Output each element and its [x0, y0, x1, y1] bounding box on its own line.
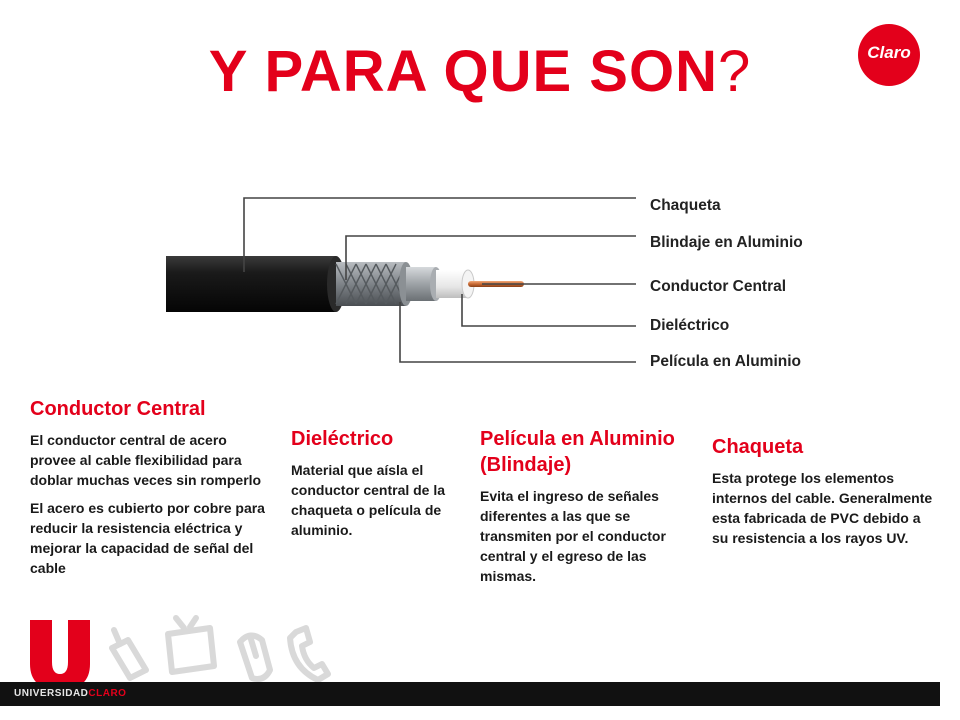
section-heading: Conductor Central — [30, 398, 206, 420]
title-question-mark: ? — [717, 39, 752, 104]
section-heading: Película en Aluminio (Blindaje) — [480, 428, 675, 476]
section-paragraph: Material que aísla el conductor central de la chaqueta o película de aluminio. — [291, 462, 446, 538]
jacket-layer — [166, 256, 345, 312]
callout-pelicula: Película en Aluminio — [650, 353, 802, 370]
mouse-icon — [240, 635, 270, 679]
section-paragraph: El acero es cubierto por cobre para reducir la resistencia eléctrica y mejorar la capacidad de señal del cable — [30, 500, 265, 576]
footer-bar — [0, 682, 940, 706]
tv-icon — [168, 618, 214, 672]
slide-title — [0, 38, 960, 105]
section-pelicula — [480, 426, 700, 586]
footer-prefix: UNIVERSIDAD — [14, 688, 89, 699]
leader-dielectrico — [462, 294, 636, 326]
section-paragraph: El conductor central de acero provee al cable flexibilidad para doblar muchas veces sin romperlo — [30, 432, 262, 488]
university-u-logo — [30, 620, 90, 690]
telephone-handset-icon — [290, 628, 328, 680]
claro-logo — [858, 24, 920, 86]
mobile-phone-icon — [112, 630, 146, 678]
braid-shield-layer — [336, 262, 413, 306]
callout-chaqueta: Chaqueta — [650, 197, 721, 214]
footer-brand: CLARO — [88, 688, 127, 699]
callout-dielectrico: Dieléctrico — [650, 317, 730, 334]
section-paragraph: Esta protege los elementos internos del cable. Generalmente esta fabricada de PVC debido a su resistencia a los rayos UV. — [712, 470, 933, 546]
section-conductor-central — [30, 396, 270, 578]
section-heading: Dieléctrico — [291, 428, 394, 450]
title-text: Y PARA QUE SON — [208, 39, 718, 104]
section-dielectrico — [291, 426, 466, 540]
footer-text — [14, 688, 126, 699]
section-paragraph: Evita el ingreso de señales diferentes a las que se transmiten por el conductor central y el egreso de las mismas. — [480, 488, 666, 584]
leader-pelicula — [400, 302, 636, 362]
callout-conductor: Conductor Central — [650, 278, 787, 295]
section-chaqueta — [712, 434, 937, 548]
callout-blindaje: Blindaje en Aluminio — [650, 234, 803, 251]
logo-text: Claro — [867, 43, 911, 62]
section-heading: Chaqueta — [712, 436, 804, 458]
